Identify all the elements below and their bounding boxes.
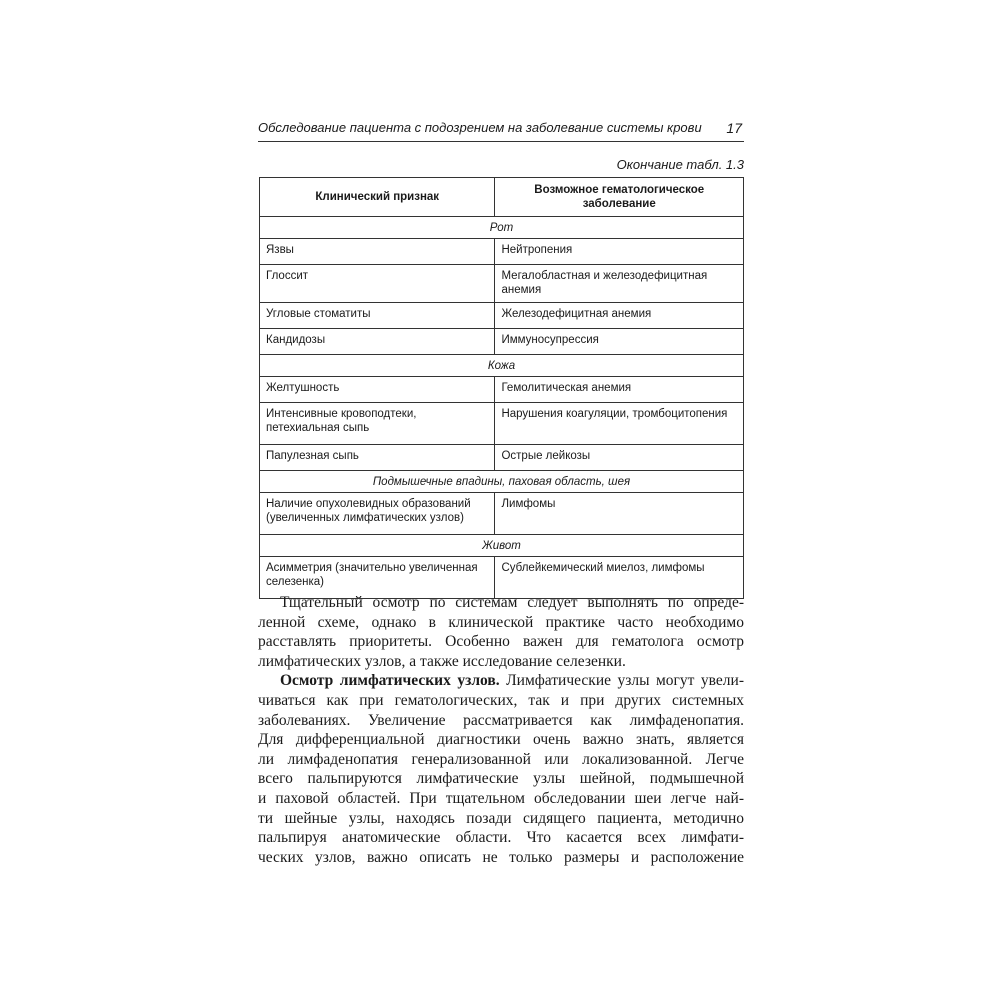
text-line: расставлять приоритеты. Особенно важен для гематолога осмотр xyxy=(258,633,744,651)
table-header-row xyxy=(260,178,744,217)
column-header-disease: Возможное гематологическое заболевание xyxy=(495,178,744,217)
disease-cell: Нарушения коагуляции, тромбоцитопения xyxy=(495,403,744,445)
text-line: всего пальпируются лимфатические узлы шейной, подмышечной xyxy=(258,770,744,788)
table-section-row xyxy=(260,471,744,493)
sign-cell: Язвы xyxy=(260,239,495,265)
table-row xyxy=(260,377,744,403)
table-section-row xyxy=(260,355,744,377)
body-text xyxy=(258,593,744,867)
text-line: ти шейные узлы, находясь позади сидящего пациента, методично xyxy=(258,809,744,827)
text-line: ческих узлов, важно описать не только размеры и расположение xyxy=(258,848,744,866)
paragraph-heading: Осмотр лимфатических узлов. xyxy=(280,672,500,690)
column-header-sign: Клинический признак xyxy=(260,178,495,217)
sign-cell: Интенсивные кровоподтеки, петехиальная сыпь xyxy=(260,403,495,445)
text-line: заболеваниях. Увеличение рассматривается как лимфаденопатия. xyxy=(258,711,744,729)
paragraph-lymph-nodes xyxy=(258,671,744,867)
disease-cell: Мегалобластная и железодефицитная анемия xyxy=(495,265,744,303)
sign-cell: Наличие опухолевидных образований (увеличенных лимфатических узлов) xyxy=(260,493,495,535)
sign-cell: Асимметрия (значительно увеличенная селезенка) xyxy=(260,557,495,599)
disease-cell: Иммуносупрессия xyxy=(495,329,744,355)
disease-cell: Лимфомы xyxy=(495,493,744,535)
text-line: чиваться как при гематологических, так и при других системных xyxy=(258,691,744,709)
section-armpits-groin-neck: Подмышечные впадины, паховая область, шея xyxy=(260,471,744,493)
section-abdomen: Живот xyxy=(260,535,744,557)
table-row xyxy=(260,329,744,355)
text-line: ли лимфаденопатия генерализованной или локализованной. Легче xyxy=(258,750,744,768)
table-row xyxy=(260,493,744,535)
sign-cell: Глоссит xyxy=(260,265,495,303)
running-header xyxy=(258,117,744,142)
disease-cell: Нейтропения xyxy=(495,239,744,265)
sign-cell: Угловые стоматиты xyxy=(260,303,495,329)
table-row xyxy=(260,403,744,445)
disease-cell: Гемолитическая анемия xyxy=(495,377,744,403)
disease-cell: Сублейкемический миелоз, лимфомы xyxy=(495,557,744,599)
sign-cell: Папулезная сыпь xyxy=(260,445,495,471)
running-header-title: Обследование пациента с подозрением на заболевание системы крови xyxy=(258,120,702,135)
text-line: пальпируя анатомические области. Что касается всех лимфати- xyxy=(258,829,744,847)
table-row xyxy=(260,265,744,303)
page-number: 17 xyxy=(726,120,742,136)
text-line: и паховой областей. При тщательном обследовании шеи легче най- xyxy=(258,789,744,807)
table-section-row xyxy=(260,217,744,239)
disease-cell: Острые лейкозы xyxy=(495,445,744,471)
paragraph-systems-exam xyxy=(258,593,744,671)
text-line xyxy=(258,671,744,691)
text-line: ленной схеме, однако в клинической практике часто необходимо xyxy=(258,613,744,631)
table-row xyxy=(260,445,744,471)
sign-cell: Желтушность xyxy=(260,377,495,403)
clinical-signs-table xyxy=(259,177,744,599)
table-row xyxy=(260,239,744,265)
text-fragment: Лимфатические узлы могут увели- xyxy=(499,672,744,690)
sign-cell: Кандидозы xyxy=(260,329,495,355)
disease-cell: Железодефицитная анемия xyxy=(495,303,744,329)
text-line: Тщательный осмотр по системам следует выполнять по опреде- xyxy=(280,594,744,611)
table-row xyxy=(260,303,744,329)
text-line: Для дифференциальной диагностики очень важно знать, является xyxy=(258,731,744,749)
table-section-row xyxy=(260,535,744,557)
section-mouth: Рот xyxy=(260,217,744,239)
section-skin: Кожа xyxy=(260,355,744,377)
text-line: лимфатических узлов, а также исследование селезенки. xyxy=(258,652,626,670)
table-caption: Окончание табл. 1.3 xyxy=(616,157,744,172)
